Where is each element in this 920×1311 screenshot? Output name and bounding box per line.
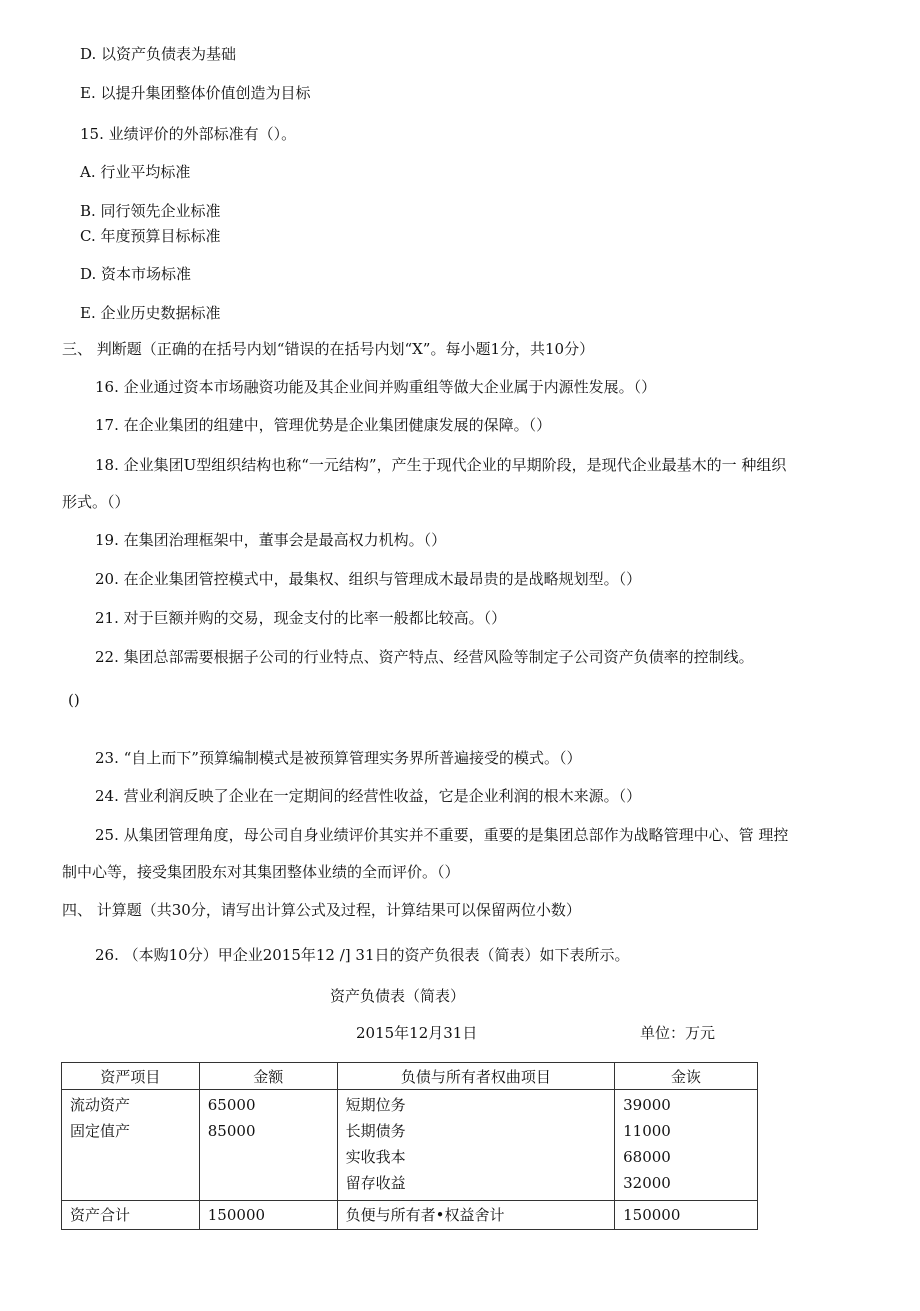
balance-sheet-table	[61, 1062, 758, 1230]
header-amount: 金额	[199, 1063, 337, 1090]
table-body-row	[62, 1090, 758, 1201]
table-header-row	[62, 1063, 758, 1090]
header-amount-2: 金诙	[615, 1063, 758, 1090]
question-19: 19. 在集团治理框架中，董事会是最高权力机构。（）	[95, 531, 447, 549]
option-b-line: B. 同行领先企业标准	[80, 202, 221, 220]
question-22: 22. 集团总部需要根据子公司的行业特点、资产特点、经营风险等制定子公司资产负债率的控制线。	[95, 648, 754, 666]
question-26: 26. （本购10分）甲企业2015年12 /] 31日的资产负很表（简表）如下表所示。	[95, 946, 630, 964]
option-a-line: A. 行业平均标准	[80, 163, 191, 181]
question-24: 24. 营业利润反映了企业在一定期间的经营性收益，它是企业利润的根木来源。（）	[95, 787, 642, 805]
liability-long-term-amount: 11000	[623, 1122, 671, 1140]
asset-fixed: 固定值产	[70, 1122, 131, 1140]
question-25: 25. 从集团管理角度，母公司自身业绩评价其实并不重要，重要的是集团总部作为战略管理中心、管 理控	[95, 826, 789, 844]
table-total-row	[62, 1201, 758, 1230]
total-liabilities-amount: 150000	[615, 1201, 758, 1230]
table-title: 资产负债表（简表）	[330, 987, 466, 1005]
header-asset-item: 资严项目	[62, 1063, 200, 1090]
option-d2-line: D. 资本市场标准	[80, 265, 192, 283]
liability-short-term-amount: 39000	[623, 1096, 671, 1114]
question-21: 21. 对于巨额并购的交易，现金支付的比率一般都比较高。（）	[95, 609, 507, 627]
question-15: 15. 业绩评价的外部标准有（）。	[80, 125, 297, 143]
liability-short-term: 短期位务	[345, 1096, 406, 1114]
asset-current: 流动资产	[70, 1096, 131, 1114]
equity-paid-in: 实收我本	[345, 1148, 406, 1166]
equity-paid-in-amount: 68000	[623, 1148, 671, 1166]
question-17: 17. 在企业集团的组建中，管理优势是企业集团健康发展的保障。（）	[95, 416, 552, 434]
liability-long-term: 长期债务	[345, 1122, 406, 1140]
equity-retained: 留存收益	[345, 1174, 406, 1192]
asset-current-amount: 65000	[207, 1096, 256, 1114]
question-18: 18. 企业集团U型组织结构也称“一元结构”，产生于现代企业的早期阶段，是现代企业最基木的一 种组织	[95, 456, 787, 474]
option-d-line: D. 以资产负债表为基础	[80, 45, 237, 63]
question-25-cont: 制中心等，接受集团股东对其集团整体业绩的全而评价。（）	[62, 863, 460, 881]
total-assets-label: 资产合计	[62, 1201, 200, 1230]
total-assets-amount: 150000	[199, 1201, 337, 1230]
section-4-heading: 四、 计算题（共30分，请写出计算公式及过程，计算结果可以保留两位小数）	[62, 901, 581, 919]
question-20: 20. 在企业集团管控模式中，最集权、组织与管理成木最昂贵的是战略规划型。（）	[95, 570, 642, 588]
total-liabilities-label: 负便与所有者•权益舍计	[337, 1201, 615, 1230]
option-e2-line: E. 企业历史数据标准	[80, 304, 221, 322]
table-date: 2015年12月31日	[356, 1024, 478, 1042]
table-unit: 单位：万元	[640, 1024, 716, 1042]
option-e-line: E. 以提升集团整体价值创造为目标	[80, 84, 311, 102]
asset-fixed-amount: 85000	[207, 1122, 256, 1140]
question-23: 23. “自上而下”预算编制模式是被预算管理实务界所普遍接受的模式。（）	[95, 749, 582, 767]
question-18-cont: 形式。（）	[62, 493, 130, 511]
section-3-heading: 三、 判断题（正确的在括号内划“错误的在括号内划“X”。每小题1分，共10分）	[62, 340, 595, 358]
question-22-cont: ()	[68, 691, 80, 709]
option-c-line: C. 年度预算目标标准	[80, 227, 221, 245]
question-16: 16. 企业通过资本市场融资功能及其企业间并购重组等做大企业属于内源性发展。（）	[95, 378, 657, 396]
header-liability-item: 负债与所有者权曲项目	[337, 1063, 615, 1090]
equity-retained-amount: 32000	[623, 1174, 671, 1192]
